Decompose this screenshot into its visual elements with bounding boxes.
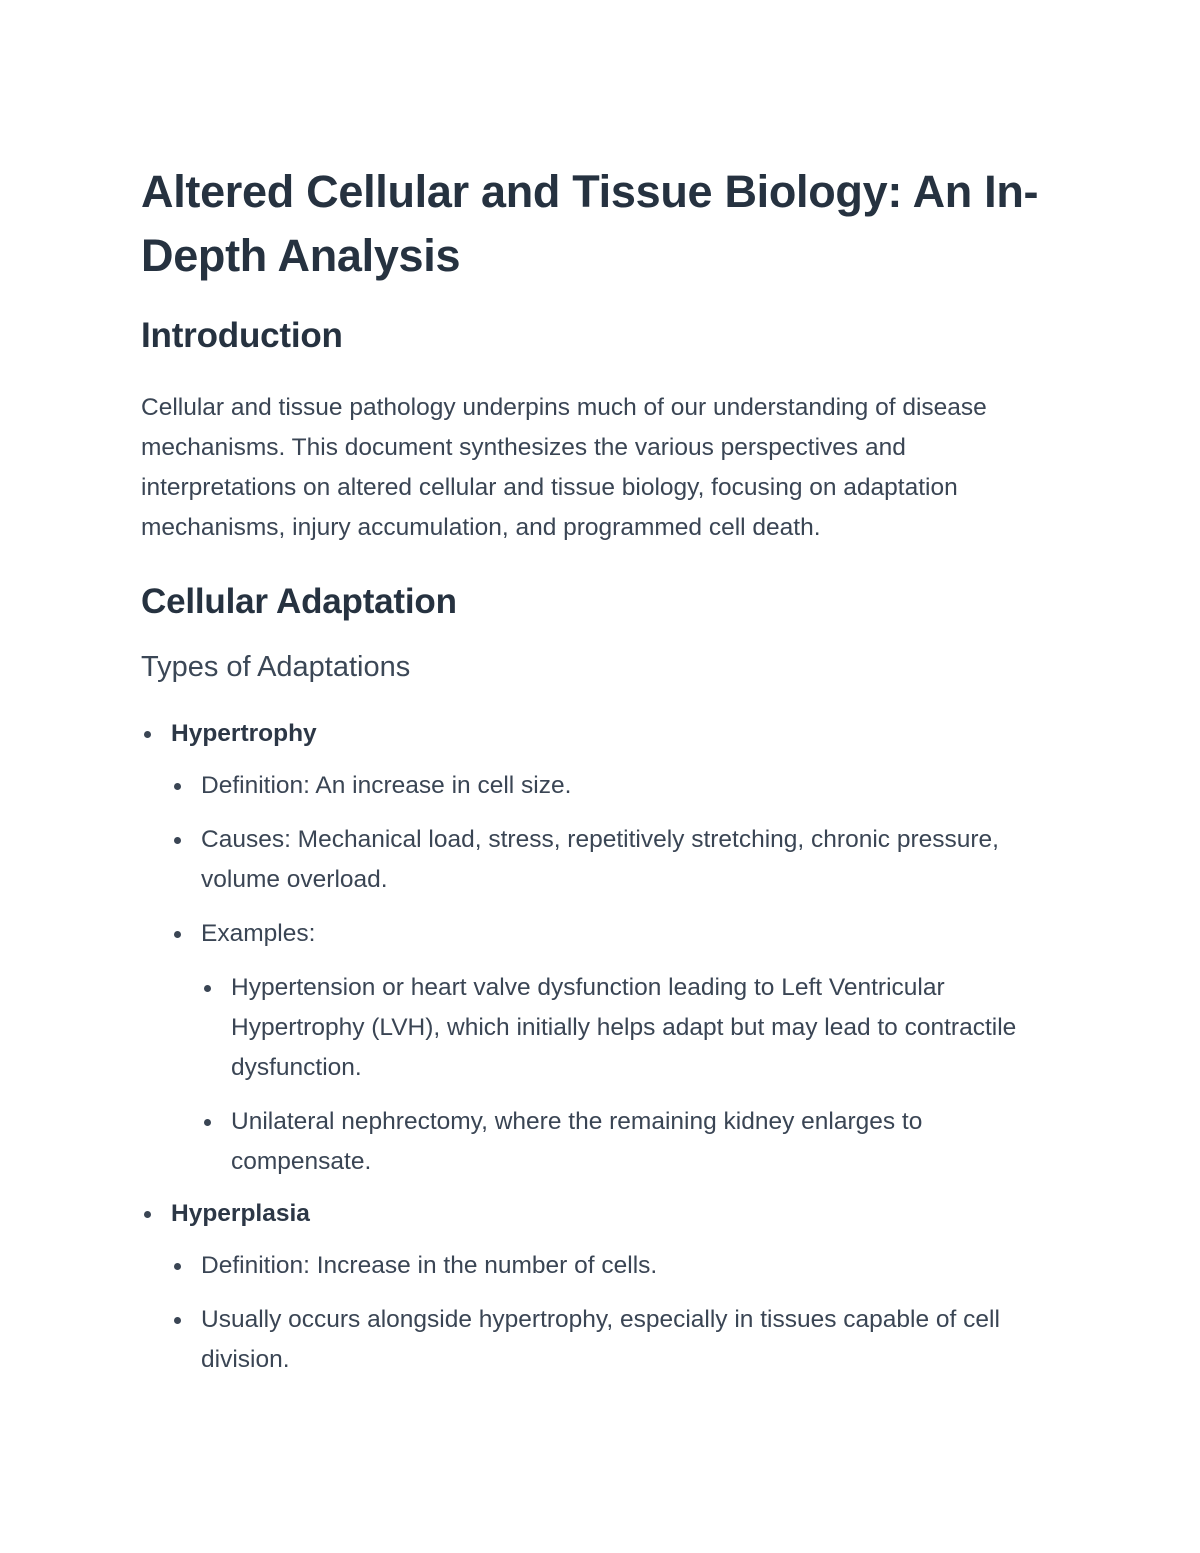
- list-item-hypertrophy-causes: [171, 820, 1061, 900]
- list-item-hypertrophy-definition: [171, 766, 1061, 806]
- hyperplasia-note: Usually occurs alongside hypertrophy, especially in tissues capable of cell division.: [201, 1306, 1000, 1373]
- cellular-adaptation-heading: Cellular Adaptation: [141, 582, 457, 621]
- document-title: Altered Cellular and Tissue Biology: An In-Depth Analysis: [141, 166, 1039, 281]
- bullet-icon: [174, 1317, 181, 1324]
- hyperplasia-details-list: [171, 1246, 1061, 1380]
- example-nephrectomy: Unilateral nephrectomy, where the remaining kidney enlarges to compensate.: [231, 1108, 923, 1175]
- hypertrophy-examples-list: [201, 968, 1061, 1182]
- list-item-example-lvh: [201, 968, 1061, 1088]
- hypertrophy-definition: Definition: An increase in cell size.: [201, 772, 572, 799]
- bullet-icon: [204, 1119, 211, 1126]
- list-item-hyperplasia: [141, 1194, 1061, 1380]
- bullet-icon: [144, 1211, 151, 1218]
- bullet-icon: [144, 731, 151, 738]
- hyperplasia-definition: Definition: Increase in the number of cells.: [201, 1252, 658, 1279]
- example-lvh: Hypertension or heart valve dysfunction leading to Left Ventricular Hypertrophy (LVH), which initially helps adapt but may lead to contractile dysfunction.: [231, 974, 1017, 1081]
- list-item-example-nephrectomy: [201, 1102, 1061, 1182]
- bullet-icon: [174, 1263, 181, 1270]
- list-item-hypertrophy: [141, 714, 1061, 1182]
- bullet-icon: [204, 985, 211, 992]
- document-page: [141, 160, 1061, 1380]
- hypertrophy-details-list: [171, 766, 1061, 1182]
- adaptation-types-list: [141, 714, 1061, 1380]
- hyperplasia-label: Hyperplasia: [171, 1200, 310, 1227]
- list-item-hyperplasia-note: [171, 1300, 1061, 1380]
- introduction-paragraph: Cellular and tissue pathology underpins much of our understanding of disease mechanisms. This document synthesizes the various perspectives and interpretations on altered cellular and tissue biology, focusing on adaptation mechanisms, injury accumulation, and programmed cell death.: [141, 394, 987, 541]
- hypertrophy-causes: Causes: Mechanical load, stress, repetitively stretching, chronic pressure, volume overload.: [201, 826, 999, 893]
- introduction-heading: Introduction: [141, 316, 343, 355]
- list-item-hypertrophy-examples: [171, 914, 1061, 1182]
- bullet-icon: [174, 837, 181, 844]
- bullet-icon: [174, 931, 181, 938]
- types-of-adaptations-heading: Types of Adaptations: [141, 651, 411, 683]
- list-item-hyperplasia-definition: [171, 1246, 1061, 1286]
- hypertrophy-examples-label: Examples:: [201, 920, 316, 947]
- bullet-icon: [174, 783, 181, 790]
- hypertrophy-label: Hypertrophy: [171, 720, 317, 747]
